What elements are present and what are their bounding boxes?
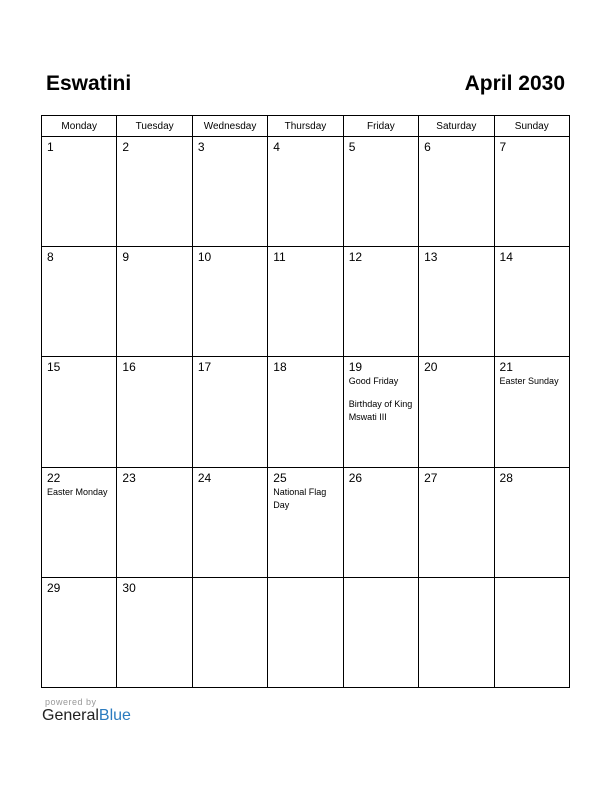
day-cell — [42, 357, 117, 467]
day-number: 2 — [122, 140, 130, 154]
day-cell — [192, 357, 267, 467]
day-cell — [268, 357, 343, 467]
day-number: 5 — [348, 140, 356, 154]
footer-branding — [42, 697, 131, 725]
country-title: Eswatini — [46, 72, 132, 95]
day-cell — [419, 357, 494, 467]
calendar-grid — [41, 115, 570, 688]
weekday-header-row — [42, 116, 570, 137]
day-cell — [192, 137, 267, 247]
day-number: 14 — [499, 250, 513, 265]
week-row — [42, 357, 570, 467]
day-cell — [192, 247, 267, 357]
day-cell — [343, 577, 418, 687]
day-number: 19 — [348, 360, 363, 375]
generalblue-logo[interactable] — [42, 707, 131, 725]
day-cell — [343, 247, 418, 357]
day-number: 26 — [348, 470, 363, 485]
day-number: 15 — [47, 360, 61, 375]
powered-by-text: powered by — [45, 697, 97, 707]
day-number: 27 — [424, 470, 438, 485]
day-cell — [419, 137, 494, 247]
day-cell — [268, 577, 343, 687]
week-row — [42, 247, 570, 357]
day-cell — [419, 577, 494, 687]
day-cell — [117, 247, 192, 357]
day-cell — [343, 357, 418, 467]
day-number: 23 — [122, 470, 136, 485]
month-title: April 2030 — [464, 72, 565, 95]
day-cell — [42, 577, 117, 687]
brand-general-text: General — [42, 707, 99, 724]
day-number: 13 — [424, 250, 438, 265]
holiday-event: National Flag Day — [273, 486, 327, 510]
day-number: 28 — [499, 470, 513, 485]
day-number: 22 — [47, 470, 61, 485]
day-number: 30 — [122, 580, 136, 595]
day-cell — [117, 467, 192, 577]
day-number: 20 — [424, 360, 438, 375]
week-row — [42, 467, 570, 577]
day-cell — [268, 137, 343, 247]
weekday-header: Friday — [343, 116, 418, 137]
day-number: 18 — [273, 360, 287, 375]
day-cell — [117, 577, 192, 687]
day-number: 4 — [273, 140, 280, 154]
day-cell — [494, 577, 569, 687]
day-number: 12 — [348, 250, 363, 265]
day-cell — [42, 467, 117, 577]
day-cell — [419, 467, 494, 577]
day-number: 3 — [197, 140, 205, 154]
day-number: 8 — [47, 250, 54, 265]
holiday-event: Easter Sunday — [499, 376, 559, 387]
day-number: 11 — [273, 250, 286, 265]
day-number: 9 — [122, 250, 130, 265]
day-number: 17 — [197, 360, 212, 375]
day-number: 1 — [47, 140, 54, 154]
holiday-event: Easter Monday — [47, 486, 108, 497]
day-cell — [117, 357, 192, 467]
day-cell — [117, 137, 192, 247]
day-cell — [343, 467, 418, 577]
day-number: 25 — [273, 470, 287, 485]
day-cell — [494, 247, 569, 357]
week-row — [42, 577, 570, 687]
holiday-event: Birthday of King Mswati III — [348, 399, 413, 423]
day-cell — [343, 137, 418, 247]
day-number: 21 — [499, 360, 513, 375]
weekday-header: Monday — [42, 116, 117, 137]
day-cell — [42, 137, 117, 247]
weekday-header: Tuesday — [117, 116, 192, 137]
brand-blue-text: Blue — [98, 707, 131, 724]
day-cell — [419, 247, 494, 357]
day-cell — [192, 467, 267, 577]
day-cell — [494, 467, 569, 577]
day-number: 7 — [499, 140, 507, 154]
day-cell — [268, 467, 343, 577]
weekday-header: Sunday — [494, 116, 569, 137]
day-number: 6 — [424, 140, 431, 154]
day-number: 29 — [47, 580, 61, 595]
day-number: 24 — [197, 470, 212, 485]
day-cell — [42, 247, 117, 357]
weekday-header: Saturday — [419, 116, 494, 137]
day-cell — [192, 577, 267, 687]
day-cell — [494, 137, 569, 247]
day-cell — [494, 357, 569, 467]
day-number: 16 — [122, 360, 136, 375]
weekday-header: Thursday — [268, 116, 343, 137]
day-cell — [268, 247, 343, 357]
holiday-event: Good Friday — [348, 376, 399, 387]
day-number: 10 — [197, 250, 212, 265]
weekday-header: Wednesday — [192, 116, 267, 137]
week-row — [42, 137, 570, 247]
